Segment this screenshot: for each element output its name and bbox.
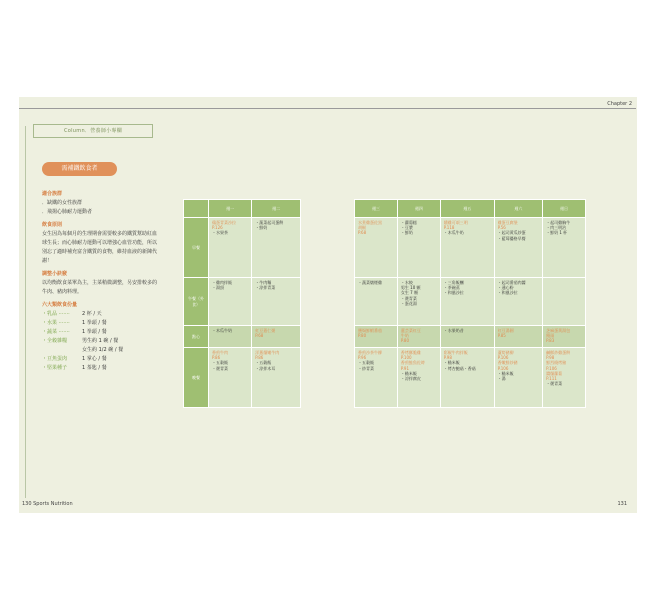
- meal-item: 醬爆蘿蔔: [546, 370, 563, 376]
- meal-item: P.80: [400, 338, 410, 344]
- suitable-group-title: 適合族群: [42, 191, 63, 197]
- meal-item: ・湯頂: [212, 285, 224, 291]
- portion-amount: 1 掌心 / 餐: [82, 356, 107, 362]
- meal-cell: [397, 326, 440, 348]
- meal-item: ・涼拌腐皮: [400, 376, 421, 382]
- meal-item: 男生 10 顆: [400, 285, 421, 291]
- meal-item: ・三角飯糰: [443, 280, 464, 285]
- meal-cell: [494, 278, 542, 326]
- meal-item: P.56: [497, 225, 506, 231]
- meal-item: ・蔬菜燉煙雞: [358, 280, 382, 285]
- portion-row: [42, 328, 158, 337]
- meal-item: 鮮烈燒烤豬: [546, 360, 567, 366]
- meal-item: 紅豆薏仁粥: [255, 328, 276, 333]
- meal-item: ・涼拌木耳: [255, 365, 276, 371]
- meal-label: 點心: [184, 326, 209, 348]
- meal-item: ・蘿蔔糕: [400, 220, 417, 225]
- meal-item: 牛奶: [400, 333, 409, 339]
- meal-item: ・肉三明治: [546, 225, 567, 231]
- meal-cell: [494, 348, 542, 408]
- meal-item: 女生 7 顆: [400, 290, 418, 296]
- meal-item: 香煎鮭魚佐時: [400, 360, 425, 366]
- schedule-table-right: [354, 199, 586, 408]
- meal-cell: [355, 218, 398, 278]
- meal-cell: [252, 326, 301, 348]
- diet-principle-title: 飲食原則: [42, 222, 63, 228]
- meal-label: 晚餐: [184, 348, 209, 408]
- meal-item: 彩椒牛肉拌飯: [443, 350, 468, 355]
- meal-item: P.106: [546, 365, 557, 371]
- meal-item: ・炒青菜: [358, 365, 374, 371]
- meal-item: ・水果茶: [212, 230, 228, 236]
- meal-item: ・烤杏鮑菇・香菇: [443, 365, 476, 371]
- meal-cell: [355, 348, 398, 408]
- meal-cell: [440, 326, 494, 348]
- meal-item: P.96: [358, 355, 367, 361]
- tips-body: 以均衡飲食菜單為主，主菜稍微調整，另安排較多的牛肉、豬肉料理。: [42, 280, 158, 295]
- meal-item: ・糙米飯: [400, 370, 417, 376]
- meal-item: ・起司雞胸牛: [546, 220, 571, 225]
- meal-item: ・鮮奶 1 杯: [546, 230, 568, 236]
- meal-item: ・通心粉: [497, 285, 514, 291]
- meal-item: ・糙米飯: [497, 370, 514, 376]
- portion-title: 六大類飲食份量: [42, 302, 78, 308]
- meal-cell: [440, 348, 494, 408]
- meal-cell: [252, 218, 301, 278]
- meal-item: 鹽焗鮮蝦番茄: [358, 328, 382, 333]
- tips-title: 調整小訣竅: [42, 271, 68, 277]
- meal-item: ・木瓜牛奶: [443, 230, 464, 236]
- meal-cell: [440, 218, 494, 278]
- meal-item: 香煎沙茶牛柳: [358, 350, 382, 355]
- meal-item: 燻雞可頌三明: [443, 220, 468, 225]
- meal-item: 鹹酥炒雞蛋餅: [546, 350, 571, 355]
- meal-item: ・牛肉麵: [255, 280, 272, 285]
- meal-cell: [209, 218, 252, 278]
- meal-item: ・五穀飯: [255, 360, 272, 366]
- footer-left: 130 Sports Nutrition: [22, 501, 73, 507]
- meal-row: [184, 218, 301, 278]
- footer-right: 131: [617, 501, 627, 507]
- meal-item: ・燙青菜: [212, 365, 228, 371]
- meal-cell: [397, 218, 440, 278]
- meal-label: 早餐: [184, 218, 209, 278]
- meal-item: ・蛋花湯: [400, 300, 417, 306]
- meal-cell: [252, 278, 301, 326]
- portion-sub: 女生約 1/2 碗 / 餐: [82, 347, 124, 353]
- meal-item: 薑芸菜紅豆: [400, 328, 421, 333]
- portion-food: ・蔬菜 ·······: [42, 329, 70, 335]
- header-rule: [19, 108, 636, 109]
- meal-item: P.106: [497, 355, 509, 361]
- meal-item: P.80: [358, 333, 367, 339]
- portion-row: [42, 364, 158, 373]
- meal-item: ・鮮奶: [400, 230, 413, 236]
- day-header: 週五: [440, 200, 494, 218]
- meal-row: [184, 278, 301, 326]
- meal-item: ・豆漿: [400, 225, 413, 231]
- day-header: 週二: [252, 200, 301, 218]
- meal-cell: [355, 278, 398, 326]
- meal-item: ・和風沙拉: [497, 290, 518, 296]
- meal-row: [355, 218, 586, 278]
- meal-cell: [440, 278, 494, 326]
- meal-item: 香烤酥脆雞: [400, 350, 421, 355]
- meal-item: 雞蛋豆腐堡: [497, 220, 518, 225]
- portion-food: ・堅果種子: [42, 365, 68, 371]
- meal-item: ・鮮奶: [255, 225, 268, 231]
- meal-item: 芝麻蛋黃湯包: [546, 328, 571, 333]
- meal-item: P.118: [443, 225, 455, 231]
- meal-cell: [355, 326, 398, 348]
- meal-label: 午餐（外食）: [184, 278, 209, 326]
- meal-item: ・糙米飯: [443, 360, 460, 366]
- meal-item: P.86: [255, 355, 264, 361]
- meal-row: [184, 348, 301, 408]
- meal-row: [355, 326, 586, 348]
- suitable-item: ．飛揚心肺耐力運動者: [42, 209, 93, 215]
- meal-item: ・涼拌青菜: [255, 285, 276, 291]
- meal-cell: [397, 278, 440, 326]
- meal-item: ・燙青菜: [400, 295, 417, 301]
- meal-item: 香嫩鮮炒豬: [497, 360, 518, 366]
- margin-rule: [25, 126, 26, 498]
- meal-item: ・雞肉拌飯: [212, 280, 232, 285]
- day-header: 週六: [494, 200, 542, 218]
- day-header: 週四: [397, 200, 440, 218]
- portion-food: ・水果 ·······: [42, 320, 70, 326]
- meal-item: ・湯: [497, 376, 506, 382]
- meal-item: ・茶碗蒸: [443, 285, 460, 291]
- meal-item: ・水果奶昔: [443, 328, 464, 333]
- portion-amount: 1 拳頭 / 餐: [82, 329, 107, 335]
- portion-food: ・豆魚蛋肉: [42, 356, 68, 362]
- meal-cell: [543, 326, 586, 348]
- meal-item: 紅豆湯圓: [497, 328, 514, 333]
- schedule-table-left: [183, 199, 301, 408]
- meal-cell: [494, 326, 542, 348]
- meal-row: [355, 348, 586, 408]
- suitable-item: ．缺鐵的女性族群: [42, 200, 83, 206]
- meal-item: P.100: [400, 355, 412, 361]
- portion-list: [42, 310, 158, 373]
- portion-food: ・全穀雜糧: [42, 338, 68, 344]
- meal-cell: [209, 348, 252, 408]
- meal-cell: [397, 348, 440, 408]
- meal-item: P.98: [546, 355, 555, 361]
- meal-item: ・燙青菜: [546, 381, 563, 387]
- meal-item: 饅頭: [546, 333, 555, 339]
- meal-item: P.68: [255, 333, 264, 339]
- day-header: [184, 200, 209, 218]
- column-tag: Column．營養師小專欄: [33, 124, 153, 138]
- meal-row: [355, 278, 586, 326]
- meal-item: P.91: [400, 365, 410, 371]
- portion-amount: 1 拳頭 / 餐: [82, 320, 107, 326]
- portion-row: [42, 355, 158, 364]
- meal-item: P.111: [546, 376, 557, 382]
- meal-item: ・起司番茄肉醬: [497, 280, 526, 285]
- meal-item: P.98: [443, 355, 452, 361]
- day-header: 週一: [209, 200, 252, 218]
- meal-item: 鷄蛋青菜沙拉: [212, 220, 236, 225]
- meal-item: 洋蔥爆嫩牛肉: [255, 350, 280, 355]
- meal-item: 水煮雞蛋佐黑: [358, 220, 382, 225]
- meal-cell: [543, 278, 586, 326]
- day-header: 週三: [355, 200, 398, 218]
- meal-item: P.86: [212, 355, 221, 361]
- meal-item: ・五穀飯: [212, 360, 228, 366]
- meal-cell: [543, 348, 586, 408]
- meal-item: P.85: [497, 333, 506, 339]
- meal-cell: [252, 348, 301, 408]
- chapter-label: Chapter 2: [607, 101, 632, 107]
- meal-item: ・和風沙拉: [443, 290, 464, 296]
- meal-item: P.68: [358, 230, 367, 236]
- portion-row: [42, 319, 158, 328]
- portion-amount: 男生約 1 碗 / 餐: [82, 338, 119, 344]
- day-header: 週日: [543, 200, 586, 218]
- meal-item: 胡椒: [358, 225, 366, 231]
- portion-row: [42, 310, 158, 319]
- portion-amount: 1 茶匙 / 餐: [82, 365, 107, 371]
- meal-row: [184, 326, 301, 348]
- portion-food: ・乳品 ·······: [42, 311, 70, 317]
- meal-item: ・藍莓優格早餐: [497, 235, 526, 241]
- meal-cell: [494, 218, 542, 278]
- meal-cell: [543, 218, 586, 278]
- portion-amount: 2 杯 / 天: [82, 311, 102, 317]
- meal-item: ・起司黃瓜炒蛋: [497, 230, 526, 236]
- meal-item: 香煎牛肉: [212, 350, 228, 355]
- meal-item: ・蔬菜起司蛋餅: [255, 220, 284, 225]
- meal-item: P.126: [212, 225, 223, 231]
- meal-item: ・木瓜牛奶: [212, 328, 232, 333]
- meal-item: P.106: [497, 365, 509, 371]
- meal-item: ・五穀飯: [358, 360, 374, 366]
- section-pill: 需補鐵飲食者: [42, 162, 117, 176]
- diet-principle-body: 女生因為每個月的生理期會需要較多的鐵質幫助紅血球生長；而心肺耐力運動可以增強心血管功能，所以別忘了適時補充富含鐵質的食物，維持血液的新陳代謝！: [42, 231, 158, 264]
- meal-item: ・水餃: [400, 280, 413, 285]
- portion-row: [42, 337, 158, 346]
- meal-item: P.83: [546, 338, 555, 344]
- meal-item: 蘆筍豬柳: [497, 350, 514, 355]
- left-panel: [42, 186, 158, 373]
- meal-cell: [209, 326, 252, 348]
- meal-cell: [209, 278, 252, 326]
